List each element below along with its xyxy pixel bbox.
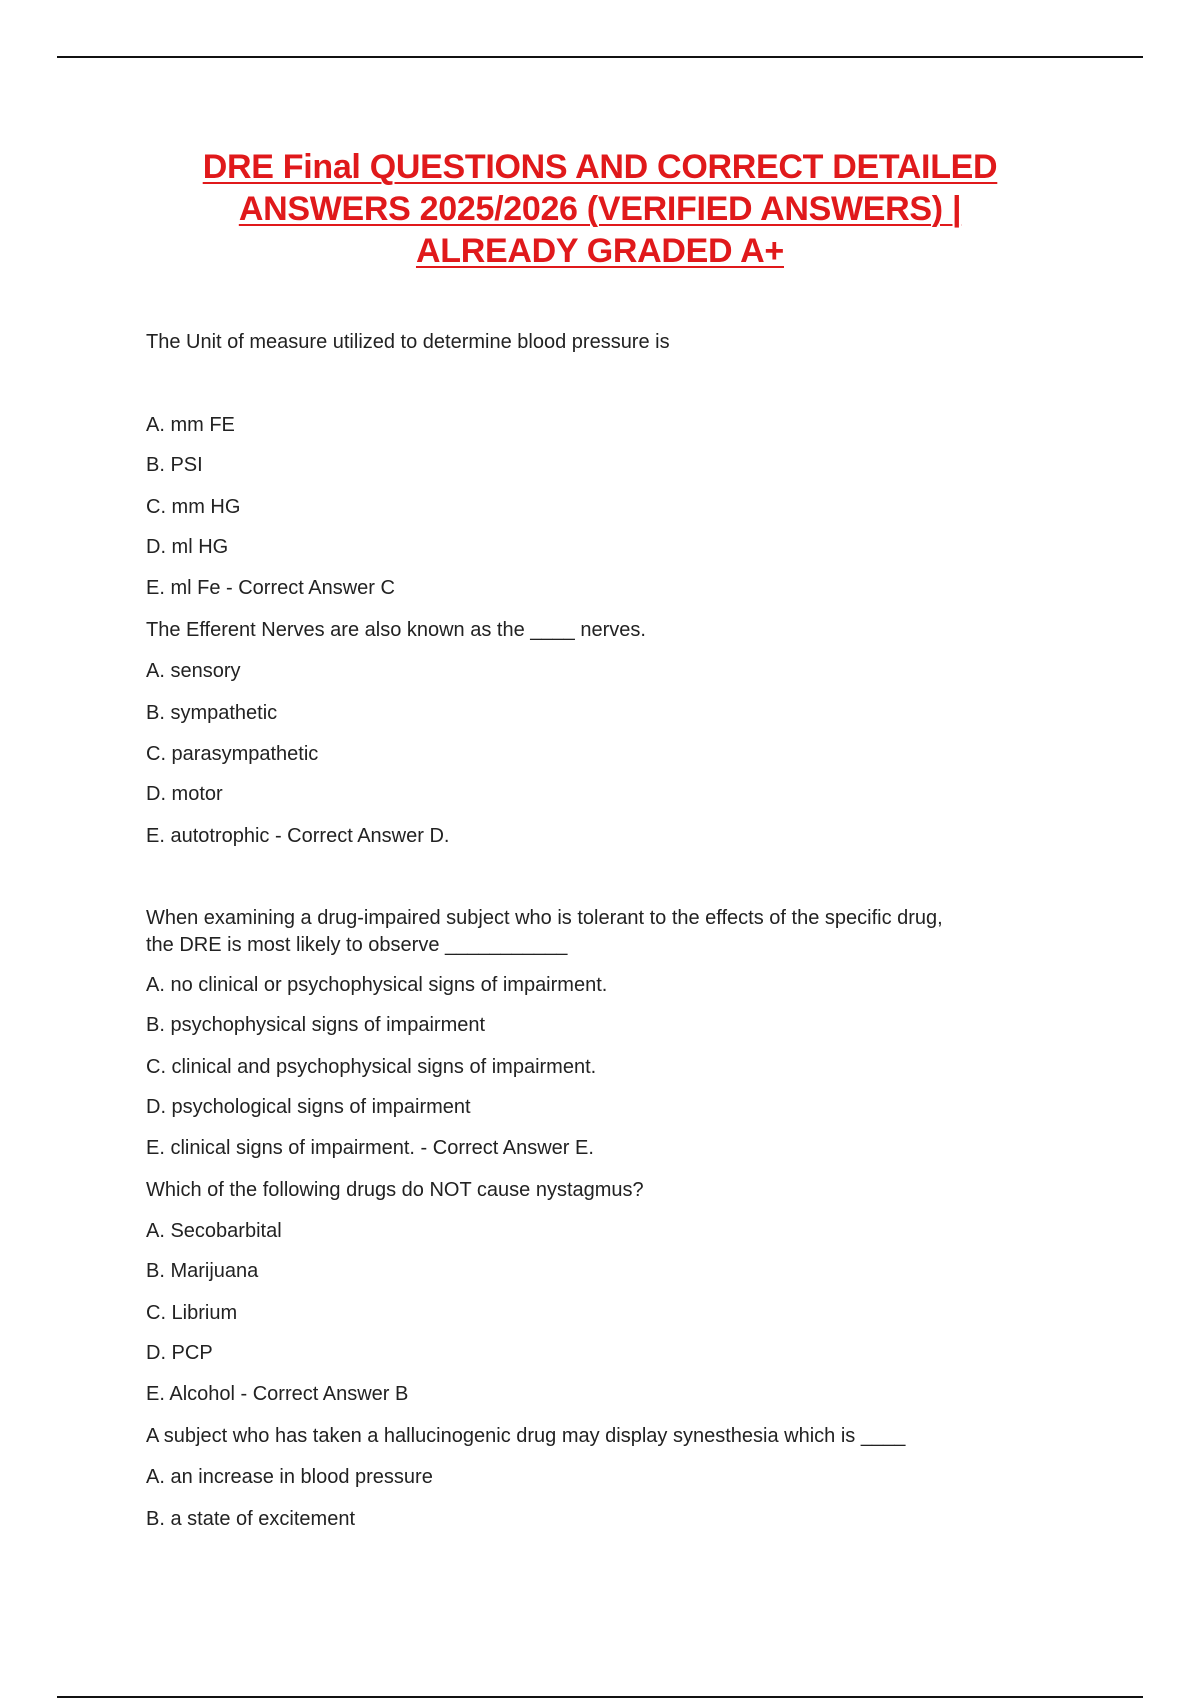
question-4-option-a: A. Secobarbital (146, 1220, 282, 1242)
question-4-option-c: C. Librium (146, 1302, 238, 1324)
question-4-text: Which of the following drugs do NOT cause nystagmus? (146, 1179, 644, 1201)
question-2-option-c: C. parasympathetic (146, 743, 319, 765)
question-3-text-line-1: When examining a drug-impaired subject who is tolerant to the effects of the specific drug, (146, 907, 943, 929)
question-1-text: The Unit of measure utilized to determine blood pressure is (146, 331, 670, 353)
question-5-option-a: A. an increase in blood pressure (146, 1466, 433, 1488)
question-4-option-e: E. Alcohol - Correct Answer B (146, 1383, 409, 1405)
question-3-option-c: C. clinical and psychophysical signs of impairment. (146, 1056, 597, 1078)
question-1-option-e: E. ml Fe - Correct Answer C (146, 577, 395, 599)
question-2-option-a: A. sensory (146, 660, 241, 682)
question-3-option-b: B. psychophysical signs of impairment (146, 1014, 486, 1036)
question-4-option-d: D. PCP (146, 1342, 213, 1364)
question-4-option-b: B. Marijuana (146, 1260, 259, 1282)
title-line-2: ANSWERS 2025/2026 (VERIFIED ANSWERS) | (238, 190, 962, 228)
question-3-text-line-2: the DRE is most likely to observe ___________ (146, 934, 568, 956)
top-rule (57, 56, 1143, 58)
question-1-option-a: A. mm FE (146, 414, 235, 436)
question-3-option-a: A. no clinical or psychophysical signs of impairment. (146, 974, 608, 996)
question-3-option-e: E. clinical signs of impairment. - Correct Answer E. (146, 1137, 594, 1159)
question-2-option-d: D. motor (146, 783, 223, 805)
bottom-rule (57, 1696, 1143, 1698)
question-3-option-d: D. psychological signs of impairment (146, 1096, 471, 1118)
question-5-option-b: B. a state of excitement (146, 1508, 355, 1530)
document-title (150, 146, 1050, 272)
question-1-option-b: B. PSI (146, 454, 203, 476)
question-2-option-e: E. autotrophic - Correct Answer D. (146, 825, 450, 847)
question-2-text: The Efferent Nerves are also known as the ____ nerves. (146, 619, 646, 641)
title-line-3: ALREADY GRADED A+ (415, 232, 784, 270)
question-1-option-c: C. mm HG (146, 496, 241, 518)
question-2-option-b: B. sympathetic (146, 702, 278, 724)
question-5-text: A subject who has taken a hallucinogenic drug may display synesthesia which is ____ (146, 1425, 906, 1447)
title-line-1: DRE Final QUESTIONS AND CORRECT DETAILED (202, 148, 998, 186)
question-1-option-d: D. ml HG (146, 536, 229, 558)
